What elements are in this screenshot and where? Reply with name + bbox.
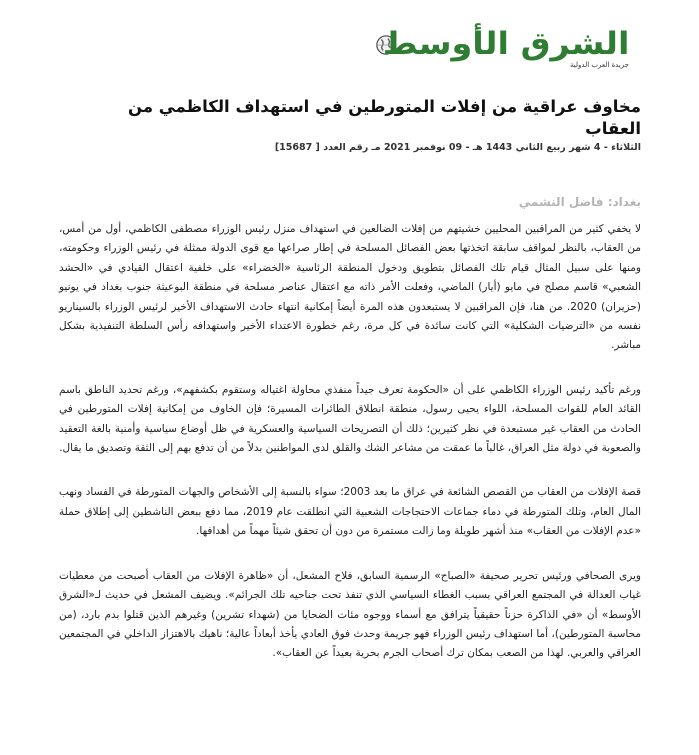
article-headline: مخاوف عراقية من إفلات المتورطين في استهداف الكاظمي من العقاب [127, 97, 641, 138]
logo-text: الشرق الأوسط [382, 26, 629, 62]
article-paragraph-4: ويرى الصحافي ورئيس تحرير صحيفة «الصباح» الرسمية السابق، فلاح المشعل، أن «ظاهرة الإفلات من العقاب أصبحت من معطيات غياب العدالة في المجتمع العراقي بسبب الغطاء السياسي الذي تنفذ تحت جناحيه تلك الجرائم». ويضيف المشعل في حديث لـ«الشرق الأوسط» أن «في الذاكرة حزناً حقيقياً يترافق مع أسماء ووجوه مئات الضحايا من (شهداء تشرين) وغيرهم الذين قتلوا بدم بارد، (من محاسبة المتورطين)، أما استهداف رئيس الوزراء فهو جريمة وحدث فوق العادي يأخذ أبعاداً عالية؛ ناهيك بالاهتزاز الداخلي في المجتمعين العراقي والعربي. لهذا من الصعب بمكان ترك أصحاب الجرم بحرية بعيداً عن العقاب». [59, 569, 641, 660]
article-dateline: الثلاثاء - 4 شهر ربيع الثاني 1443 هـ - 09 نوفمبر 2021 مـ رقم العدد [ 15687] [274, 142, 641, 153]
article-paragraph-3: قصة الإفلات من العقاب من القصص الشائعة في عراق ما بعد 2003؛ سواء بالنسبة إلى الأشخاص والجهات المتورطة في الفساد ونهب المال العام، وتلك المتورطة في دماء جماعات الاحتجاجات الشعبية التي انطلقت عام 2019، مما دفع ببعض الناشطين إلى إطلاق حملة «عدم الإفلات من العقاب» منذ أشهر طويلة وما زالت مستمرة من دون أن تحقق شيئاً مهماً من أهدافها. [59, 486, 641, 538]
logo-tagline: جريدة العرب الدولية [570, 61, 629, 69]
article-paragraph-2: ورغم تأكيد رئيس الوزراء الكاظمي على أن «الحكومة تعرف جيداً منفذي محاولة اغتياله وستقوم بكشفهم»، ورغم تحديد الناطق باسم القائد العام للقوات المسلحة، اللواء يحيى رسول، منطقة انطلاق الطائرات المسيرة؛ فإن الخاوف من إمكانية إفلات المتورطين في الحادث من العقاب غير مستبعدة في نظر كثيرين؛ ذلك أن التصريحات السياسية والعسكرية في ظل أوضاع سياسية وأمنية بالغة التعقيد والصعوبة في دولة مثل العراق، غالباً ما عمقت من مشاعر الشك والقلق لدى المواطنين بدلاً من أن تدفع بهم إلى الثقة وتصديق ما يقال. [59, 383, 641, 455]
article-byline: بغداد: فاضل النشمي [518, 195, 641, 209]
masthead[interactable] [375, 28, 629, 69]
article-body [59, 220, 641, 689]
logo[interactable] [382, 26, 629, 69]
article-paragraph-1: لا يخفي كثير من المراقبين المحليين خشيتهم من إفلات الضالعين في استهداف منزل رئيس الوزراء مصطفى الكاظمي، أول من أمس، من العقاب، بالنظر لمواقف سابقة اتخذتها بعض الفصائل المسلحة في إطار صراعها مع قوى الدولة ممثلة في رئيس الوزراء وحكومته، ومنها على سبيل المثال قيام تلك الفصائل بتطويق ودخول المنطقة الرئاسية «الخضراء» على خلفية اعتقال القيادي في «الحشد الشعبي» قاسم مصلح في مايو (أيار) الماضي، وفعلت الأمر ذاته مع اعتقال عناصر مسلحة في منطقة البوعيثة جنوب بغداد في يونيو (حزيران) 2020. من هنا، فإن المراقبين لا يستبعدون هذه المرة أيضاً إمكانية انتهاء حادث الاستهداف الأخير لرئيس الوزراء بالسيناريو نفسه من «الترضيات الشكلية» التي كانت سائدة في كل مرة، رغم خطورة الاعتداء الأخير واستهدافه رأس السلطة التنفيذية بشكل مباشر. [59, 223, 641, 352]
